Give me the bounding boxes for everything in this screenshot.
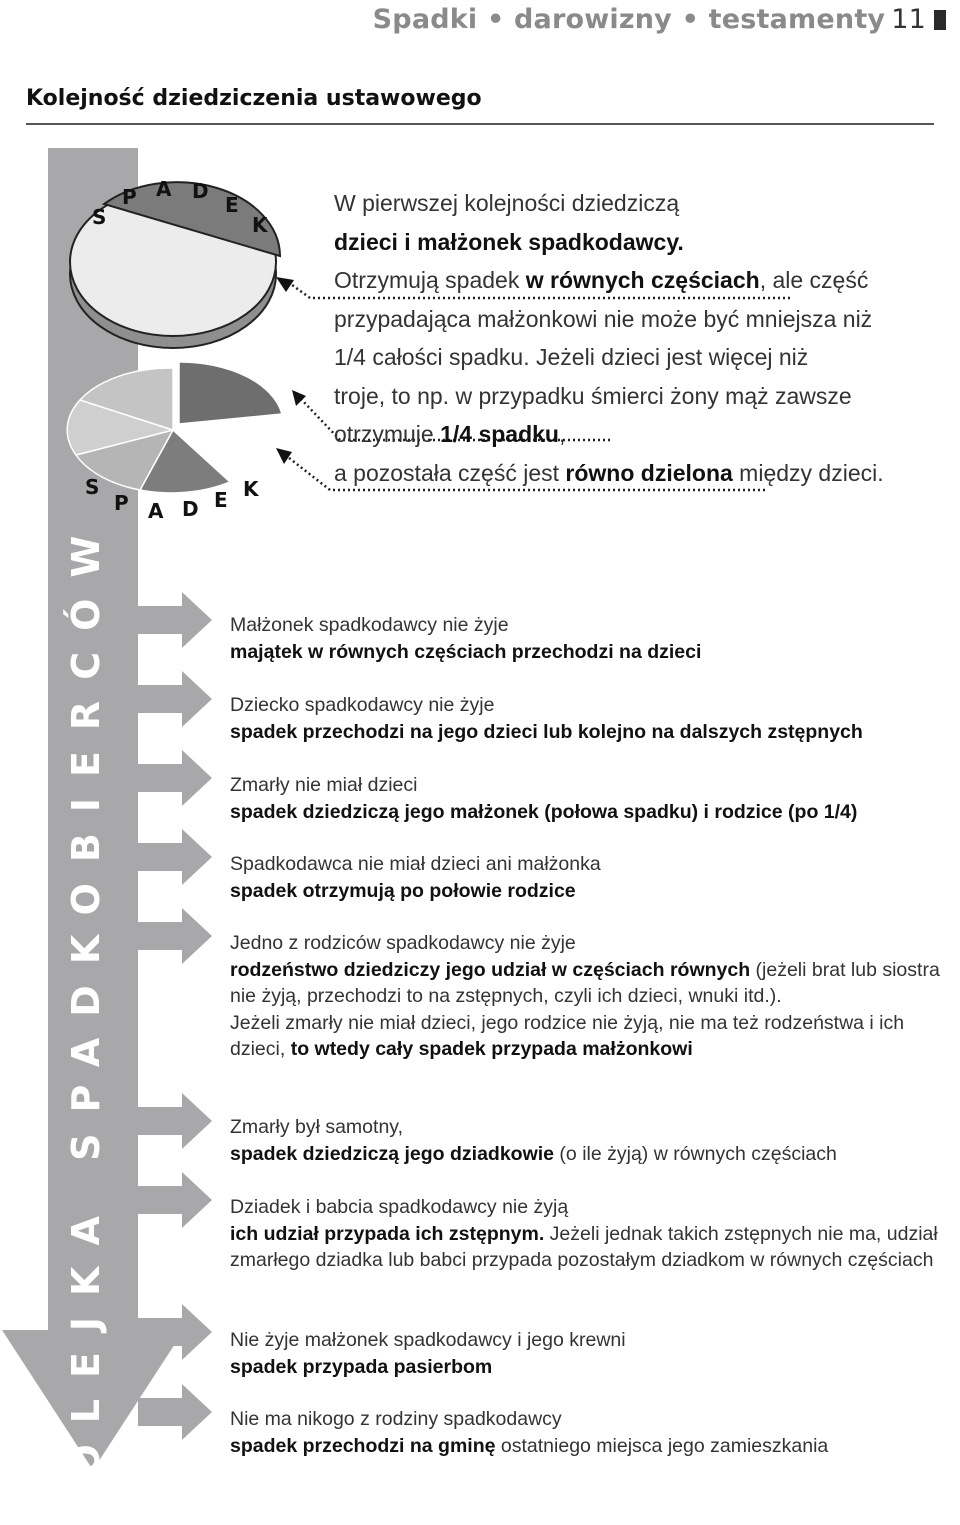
running-title: Spadki • darowizny • testamenty	[372, 4, 886, 35]
intro-line: Otrzymują spadek w równych częściach, ale część	[334, 267, 869, 293]
svg-text:D: D	[182, 497, 199, 521]
rule-item: Zmarły nie miał dzieci spadek dziedziczą jego małżonek (połowa spadku) i rodzice (po 1/4)	[230, 774, 858, 823]
svg-text:S: S	[85, 475, 100, 499]
svg-text:E: E	[214, 488, 228, 512]
intro-line: W pierwszej kolejności dziedziczą	[334, 190, 680, 216]
svg-text:E: E	[225, 193, 239, 217]
rule-item: Nie ma nikogo z rodziny spadkodawcy spadek przechodzi na gminę ostatniego miejsca jego zamieszkania	[230, 1408, 829, 1457]
rule-chevrons	[138, 592, 212, 1440]
rule-item: Zmarły był samotny, spadek dziedziczą jego dziadkowie (o ile żyją) w równych częściach	[230, 1116, 837, 1165]
rule-item: Dziadek i babcia spadkodawcy nie żyją ich udział przypada ich zstępnym. Jeżeli jednak takich zstępnych nie ma, udział zmarłego dziadka lub babci przypada pozostałym dziadkom w równych częściach	[230, 1196, 938, 1271]
section-title: Kolejność dziedziczenia ustawowego	[26, 86, 482, 111]
svg-text:K: K	[252, 213, 268, 237]
rule-item: Spadkodawca nie miał dzieci ani małżonka spadek otrzymują po połowie rodzice	[230, 853, 601, 902]
svg-text:P: P	[122, 185, 137, 209]
svg-text:P: P	[114, 491, 129, 515]
svg-text:K: K	[243, 477, 259, 501]
intro-line: 1/4 całości spadku. Jeżeli dzieci jest więcej niż	[334, 344, 809, 370]
intro-line: a pozostała część jest równo dzielona między dzieci.	[334, 459, 884, 486]
svg-text:A: A	[148, 499, 164, 523]
intro-line: dzieci i małżonek spadkodawcy.	[334, 228, 684, 255]
svg-text:S: S	[92, 205, 107, 229]
queue-vertical-label: KOLEJKA SPADKOBIERCÓW	[64, 514, 108, 1525]
rule-item: Małżonek spadkodawcy nie żyje majątek w równych częściach przechodzi na dzieci	[230, 614, 702, 663]
rule-item: Nie żyje małżonek spadkodawcy i jego krewni spadek przypada pasierbom	[230, 1329, 626, 1378]
intro-line: otrzymuje 1/4 spadku,	[334, 421, 566, 447]
svg-text:A: A	[156, 177, 172, 201]
rule-item: Jedno z rodziców spadkodawcy nie żyje rodzeństwo dziedziczy jego udział w częściach równych (jeżeli brat lub siostra nie żyją, przechodzi to na zstępnych, czyli ich dzieci, wnuki itd.). Jeżeli zmarły nie miał dzieci, jego rodzice nie żyją, nie ma też rodzeństwa i ich dzieci, to wtedy cały spadek przypada małżonkowi	[230, 932, 940, 1060]
intro-line: troje, to np. w przypadku śmierci żony mąż zawsze	[334, 382, 852, 409]
rule-item: Dziecko spadkodawcy nie żyje spadek przechodzi na jego dzieci lub kolejno na dalszych zstępnych	[230, 694, 863, 743]
svg-text:D: D	[192, 179, 209, 203]
page-number: 11	[891, 4, 926, 35]
intro-line: przypadająca małżonkowi nie może być mniejsza niż	[334, 305, 873, 332]
intro-text	[334, 184, 954, 492]
